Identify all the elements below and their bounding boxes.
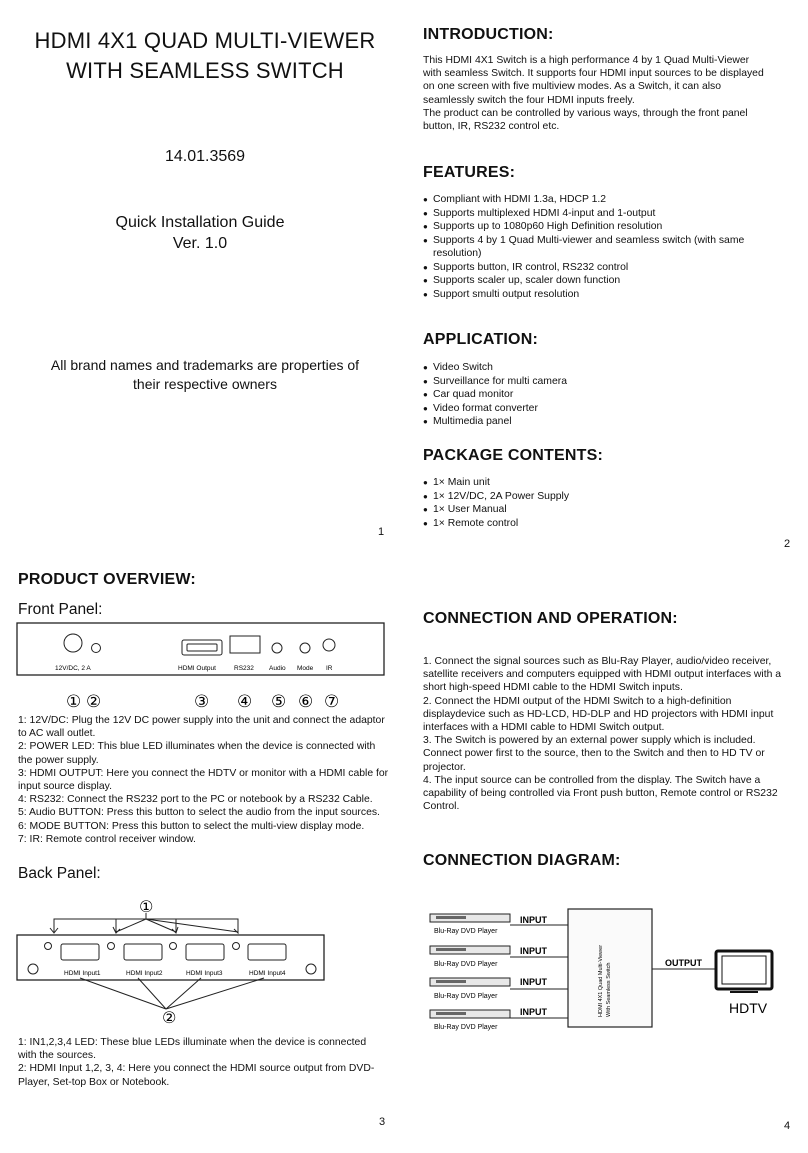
connection-diagram [424, 905, 776, 1035]
conn-line: short high-speed HDMI cable to the HDMI Switch inputs. [423, 682, 683, 694]
conn-line: Control. [423, 801, 460, 813]
title-line-2: WITH SEAMLESS SWITCH [66, 58, 344, 83]
trademark-notice [10, 356, 400, 394]
arrow-to-led2 [113, 919, 146, 933]
hdmi-input3-port [186, 944, 224, 960]
connection-operation-text [423, 655, 793, 813]
input1-led [45, 943, 52, 950]
desc-line: 3: HDMI OUTPUT: Here you connect the HDTV or monitor with a HDMI cable for [18, 767, 389, 779]
rs232-label: RS232 [234, 665, 254, 672]
callout-5: ⑤ [271, 692, 287, 708]
back-panel-title: Back Panel: [18, 865, 101, 882]
package-heading: PACKAGE CONTENTS: [423, 447, 603, 464]
intro-line: button, IR, RS232 control etc. [423, 121, 560, 133]
player-tray [436, 1012, 466, 1015]
hdmi-output-inner [187, 644, 217, 651]
mode-label: Mode [297, 665, 314, 672]
input-label-2: INPUT [520, 946, 547, 956]
power-label: 12V/DC, 2 A [55, 665, 91, 672]
list-item: ● Supports up to 1080p60 High Definition resolution [423, 220, 778, 234]
callout-4: ④ [237, 692, 253, 708]
trademark-line-2: their respective owners [133, 376, 277, 392]
desc-line: 1: 12V/DC: Plug the 12V DC power supply into the unit and connect the adaptor [18, 715, 385, 726]
list-item: ● 1× User Manual [423, 503, 783, 517]
product-overview-heading: PRODUCT OVERVIEW: [18, 571, 196, 588]
player-tray [436, 948, 466, 951]
list-item: ● Surveillance for multi camera [423, 375, 783, 389]
trademark-line-1: All brand names and trademarks are properties of [50, 357, 360, 373]
ir-window [323, 639, 335, 651]
conn-line: 1. Connect the signal sources such as Blu-Ray Player, audio/video receiver, [423, 656, 772, 667]
player-label: Blu-Ray DVD Player [434, 1024, 498, 1031]
power-jack [64, 634, 82, 652]
player-label: Blu-Ray DVD Player [434, 961, 498, 968]
page-number-1: 1 [378, 526, 385, 538]
arrow-to-led4 [146, 919, 238, 933]
list-item: ● Supports scaler up, scaler down function [423, 274, 778, 288]
back-panel-description [18, 1036, 390, 1089]
desc-line: 6: MODE BUTTON: Press this button to select the multi-view display mode. [18, 820, 365, 832]
list-item: ● Supports button, IR control, RS232 control [423, 261, 778, 275]
callout-6: ⑥ [298, 692, 314, 708]
list-item: ● Video Switch [423, 361, 783, 375]
hdmi-input4-port [248, 944, 286, 960]
player-tray [436, 980, 466, 983]
title-line-1: HDMI 4X1 QUAD MULTI-VIEWER [34, 28, 376, 53]
front-panel-title: Front Panel: [18, 601, 103, 618]
desc-line: Player, Set-top Box or Notebook. [18, 1076, 170, 1088]
desc-line: 7: IR: Remote control receiver window. [18, 833, 196, 845]
list-item: ● Supports multiplexed HDMI 4-input and 1-output [423, 207, 778, 221]
callout-7: ⑦ [324, 692, 340, 708]
desc-line: to AC wall outlet. [18, 728, 96, 740]
page-number-3: 3 [379, 1116, 386, 1128]
connection-operation-heading: CONNECTION AND OPERATION: [423, 610, 678, 627]
features-heading: FEATURES: [423, 164, 516, 181]
callout-1: ① [66, 692, 82, 708]
player-label: Blu-Ray DVD Player [434, 928, 498, 935]
intro-line: seamlessly switch the four HDMI inputs freely. [423, 94, 635, 106]
intro-line: This HDMI 4X1 Switch is a high performance 4 by 1 Quad Multi-Viewer [423, 55, 750, 66]
screw-left [28, 964, 38, 974]
hdmi-input1-port [61, 944, 99, 960]
arrow-to-led1 [50, 919, 58, 933]
input2-led [108, 943, 115, 950]
back-callout-2: ② [162, 1010, 177, 1027]
list-item: ● Car quad monitor [423, 388, 783, 402]
audio-label: Audio [269, 665, 286, 672]
hdtv-screen [722, 956, 766, 984]
hdmi-input2-label: HDMI Input2 [126, 970, 163, 977]
list-item: ● 1× 12V/DC, 2A Power Supply [423, 490, 783, 504]
conn-line: 4. The input source can be controlled from the display. The Switch have a [423, 774, 761, 786]
document-title [10, 26, 400, 86]
output-label: OUTPUT [665, 958, 702, 968]
hdmi-output-label: HDMI Output [178, 665, 216, 672]
desc-line: 2: HDMI Input 1,2, 3, 4: Here you connect the HDMI source output from DVD- [18, 1063, 375, 1075]
application-heading: APPLICATION: [423, 331, 538, 348]
page-number-4: 4 [784, 1120, 791, 1132]
introduction-text [423, 54, 803, 133]
hdmi-input4-label: HDMI Input4 [249, 970, 286, 977]
led-bracket [54, 919, 238, 932]
power-led [92, 644, 101, 653]
package-list [423, 476, 783, 530]
features-list [423, 193, 778, 301]
hdmi-input2-port [124, 944, 162, 960]
input3-led [170, 943, 177, 950]
desc-line: with the sources. [18, 1050, 96, 1062]
callout-2: ② [86, 692, 102, 708]
list-item: ● Support smulti output resolution [423, 288, 778, 302]
audio-button [272, 643, 282, 653]
blu-ray-player-1 [430, 914, 510, 935]
blu-ray-player-4 [430, 1010, 510, 1031]
player-tray [436, 916, 466, 919]
hdmi-input1-label: HDMI Input1 [64, 970, 101, 977]
conn-line: Connect power first to the source, then to the Switch and then to HD TV or [423, 748, 765, 760]
mode-button [300, 643, 310, 653]
desc-line: 2: POWER LED: This blue LED illuminates when the device is connected with [18, 741, 376, 753]
front-panel-description [18, 714, 390, 846]
device-text-2: With Seamless Switch [606, 962, 612, 1017]
list-item: ● 1× Remote control [423, 517, 783, 531]
screw-right [306, 964, 316, 974]
list-item: ● Supports 4 by 1 Quad Multi-viewer and seamless switch (with same resolution) [423, 234, 778, 261]
hdtv-label: HDTV [729, 1000, 768, 1016]
guide-line-2: Ver. 1.0 [172, 235, 228, 252]
rs232-port [230, 636, 260, 653]
desc-line: input source display. [18, 781, 112, 793]
guide-title [5, 212, 395, 254]
blu-ray-player-3 [430, 978, 510, 1000]
application-list [423, 361, 783, 429]
input-label-3: INPUT [520, 977, 547, 987]
page-number-2: 2 [784, 538, 791, 550]
list-item: ● 1× Main unit [423, 476, 783, 490]
desc-line: 5: Audio BUTTON: Press this button to select the audio from the input sources. [18, 807, 380, 819]
blu-ray-player-2 [430, 946, 510, 968]
ir-label: IR [326, 665, 333, 672]
desc-line: 1: IN1,2,3,4 LED: These blue LEDs illuminate when the device is connected [18, 1037, 367, 1048]
introduction-heading: INTRODUCTION: [423, 26, 554, 43]
model-number: 14.01.3569 [164, 148, 246, 165]
list-item: ● Video format converter [423, 402, 783, 416]
player-label: Blu-Ray DVD Player [434, 993, 498, 1000]
back-callout-1: ① [139, 899, 154, 916]
back-panel-diagram [16, 895, 386, 1027]
hdtv-icon [716, 951, 772, 992]
conn-line: interfaces with a HDMI cable to HDMI Switch output. [423, 722, 665, 734]
callout-3: ③ [194, 692, 210, 708]
intro-line: with seamless Switch. It supports four HDMI input sources to be displayed [423, 68, 764, 80]
list-item: ● Multimedia panel [423, 415, 783, 429]
conn-line: satellite receivers and computers equipped with HDMI output interfaces with a [423, 669, 782, 681]
conn-line: projector. [423, 761, 466, 773]
input4-led [233, 943, 240, 950]
device-text-1: HDMI 4X1 Quad Multi-Viewer [598, 944, 604, 1017]
conn-line: capability of being controlled via Front push button, Remote control or RS232 [423, 788, 778, 800]
connection-diagram-heading: CONNECTION DIAGRAM: [423, 852, 621, 869]
desc-line: the power supply. [18, 754, 99, 766]
intro-line: on one screen with five multiview modes. As a Switch, it can also [423, 81, 721, 93]
input-label-4: INPUT [520, 1007, 547, 1017]
guide-line-1: Quick Installation Guide [115, 214, 285, 231]
input-label-1: INPUT [520, 915, 547, 925]
conn-line: 3. The Switch is powered by an external power supply which is included. [423, 735, 756, 747]
intro-line: The product can be controlled by various ways, through the front panel [423, 107, 748, 119]
front-panel-diagram [16, 622, 386, 708]
conn-line: 2. Connect the HDMI output of the HDMI Switch to a high-definition [423, 695, 732, 707]
list-item: ● Compliant with HDMI 1.3a, HDCP 1.2 [423, 193, 778, 207]
hdmi-input3-label: HDMI Input3 [186, 970, 223, 977]
desc-line: 4: RS232: Connect the RS232 port to the PC or notebook by a RS232 Cable. [18, 794, 373, 806]
conn-line: displaydevice such as HD-LCD, HD-DLP and HD projectors with HDMI input [423, 708, 774, 720]
input-callout-lines [80, 978, 264, 1009]
